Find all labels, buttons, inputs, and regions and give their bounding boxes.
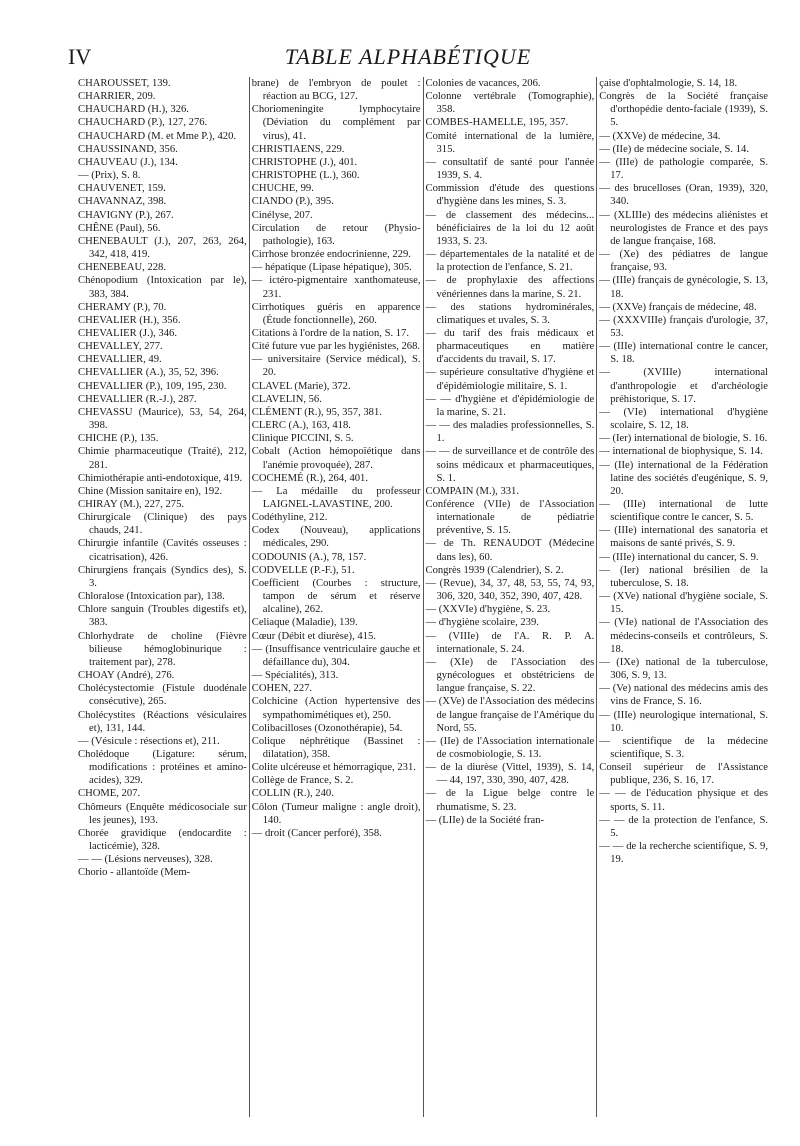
index-entry: CHEVALIER (J.), 346. — [78, 327, 177, 339]
index-entry: — (IXe) national de la tuberculose, 306, S. 9, 13. — [599, 656, 768, 682]
index-entry: Colibacilloses (Ozonothérapie), 54. — [251, 722, 403, 734]
index-entry: Conférence (VIIe) de l'Association internationale de pédiatrie préventive, S. 15. — [425, 499, 595, 537]
index-entry: COMBES-HAMELLE, 195, 357. — [425, 117, 569, 129]
index-entry: — (Xe) des pédiatres de langue française, 93. — [599, 249, 768, 274]
index-entry: Celiaque (Maladie), 139. — [251, 617, 358, 629]
index-entry: — (XXVe) français de médecine, 48. — [599, 301, 757, 313]
index-entry: — scientifique de la médecine scientifique, S. 3. — [599, 735, 768, 760]
index-entry: CHOAY (André), 276. — [78, 670, 175, 682]
index-entry: — départementales de la natalité et de la protection de l'enfance, S. 21. — [425, 249, 595, 274]
index-entry: CHAUVENET, 159. — [78, 183, 166, 195]
index-entry: — (Ier) international de biologie, S. 16. — [599, 433, 768, 445]
index-entry: Cirrhose bronzée endocrinienne, 229. — [251, 249, 411, 261]
index-entry: CIANDO (P.), 395. — [251, 196, 334, 208]
index-entry: Chorio - allantoïde (Mem- — [78, 867, 191, 879]
index-entry: — — de la protection de l'enfance, S. 5. — [599, 814, 768, 839]
index-entry: — (Ve) national des médecins amis des vins de France, S. 16. — [599, 683, 768, 708]
index-entry: CLERC (A.), 163, 418. — [251, 420, 351, 432]
index-entry: — (IIIe) neurologique international, S. 10. — [599, 709, 768, 734]
index-entry: Congrès de la Société française d'orthopédie dento-faciale (1939), S. 5. — [599, 91, 768, 129]
index-entry: CODVELLE (P.-F.), 51. — [251, 564, 355, 576]
index-entry: CHENEBAULT (J.), 207, 263, 264, 342, 418, 419. — [78, 235, 247, 261]
index-entry: — universitaire (Service médical), S. 20. — [251, 354, 421, 379]
index-entry: CLÉMENT (R.), 95, 357, 381. — [251, 406, 382, 418]
index-entry: Chlorhydrate de choline (Fièvre bilieuse hémoglobinurique : traitement par), 278. — [78, 630, 247, 668]
index-entry: Chirurgicale (Clinique) des pays chauds, 241. — [78, 512, 247, 537]
index-entry: CHAROUSSET, 139. — [78, 78, 171, 89]
index-entry: Congrès 1939 (Calendrier), S. 2. — [425, 564, 564, 576]
index-entry: CHUCHE, 99. — [251, 183, 314, 195]
index-entry: Côlon (Tumeur maligne : angle droit), 140. — [251, 801, 421, 826]
index-entry: Clinique PICCINI, S. 5. — [251, 433, 354, 445]
index-entry: — (IIIe) international contre le cancer, S. 18. — [599, 341, 768, 366]
index-entry: CHAUSSINAND, 356. — [78, 143, 178, 155]
index-entry: Cholécystites (Réactions vésiculaires et), 131, 144. — [78, 709, 247, 734]
index-entry: Colonies de vacances, 206. — [425, 78, 541, 89]
index-entry: CHAUCHARD (M. et Mme P.), 420. — [78, 130, 237, 142]
index-entry: CHEVALIER (H.), 356. — [78, 314, 181, 326]
index-entry: — (VIe) national de l'Association des médecins-conseils et contrôleurs, S. 18. — [599, 617, 768, 655]
index-entry: CHAUCHARD (P.), 127, 276. — [78, 117, 208, 129]
index-entry: — d'hygiène scolaire, 239. — [425, 617, 539, 629]
page-number: IV — [68, 44, 92, 69]
index-entry: — des stations hydrominérales, climatiques et uvales, S. 3. — [425, 301, 595, 326]
index-entry: — hépatique (Lipase hépatique), 305. — [251, 262, 412, 274]
index-entry: CHEVALLEY, 277. — [78, 341, 163, 353]
index-entry: Chlore sanguin (Troubles digestifs et), 383. — [78, 604, 247, 629]
index-entry: CHÊNE (Paul), 56. — [78, 222, 161, 234]
index-entry: CHEVALLIER, 49. — [78, 354, 162, 366]
index-entry: — supérieure consultative d'hygiène et d'épidémiologie militaire, S. 1. — [425, 367, 595, 392]
index-entry: — (IIIe) international des sanatoria et maisons de santé privés, S. 9. — [599, 525, 768, 550]
index-entry: Colchicine (Action hypertensive des sympathomimétiques et), 250. — [251, 696, 421, 721]
index-entry: Cholédoque (Ligature: sérum, modifications : protéines et amino-acides), 329. — [78, 748, 247, 787]
index-entry: CHAUVEAU (J.), 134. — [78, 156, 178, 168]
index-entry: CHOME, 207. — [78, 788, 141, 800]
index-entry: CHENEBEAU, 228. — [78, 262, 166, 274]
index-entry: Chénopodium (Intoxication par le), 383, 384. — [78, 275, 247, 300]
index-entry: — (LIIe) de la Société fran- — [425, 814, 545, 826]
index-entry: Comité international de la lumière, 315. — [425, 130, 595, 155]
index-entry: Citations à l'ordre de la nation, S. 17. — [251, 327, 410, 339]
index-entry: — (IIIe) international de lutte scientifique contre le cancer, S. 5. — [599, 499, 768, 524]
index-entry: — (IIIe) français de gynécologie, S. 13, 18. — [599, 275, 768, 300]
index-entry: Collège de France, S. 2. — [251, 775, 354, 787]
index-entry: — consultatif de santé pour l'année 1939, S. 4. — [425, 156, 595, 182]
index-entry: CHEVALLIER (P.), 109, 195, 230. — [78, 380, 227, 392]
index-entry: — (XXXVIIIe) français d'urologie, 37, 53. — [599, 314, 768, 339]
index-column-4 — [599, 77, 768, 1117]
index-entry: — du tarif des frais médicaux et pharmaceutiques en matière d'accidents du travail, S. 17. — [425, 327, 595, 366]
index-entry: — Spécialités), 313. — [251, 670, 339, 682]
index-entry: CHIRAY (M.), 227, 275. — [78, 499, 185, 510]
index-entry: CLAVEL (Marie), 372. — [251, 380, 351, 392]
index-entry: CODOUNIS (A.), 78, 157. — [251, 551, 367, 563]
index-column-2 — [252, 77, 421, 1117]
index-entry: CHICHE (P.), 135. — [78, 433, 159, 445]
index-entry: — — des maladies professionnelles, S. 1. — [425, 420, 595, 445]
index-entry: — (IIIe) international du cancer, S. 9. — [599, 551, 759, 563]
index-entry: Codex (Nouveau), applications médicales, 290. — [251, 525, 421, 550]
index-entry: CHRISTOPHE (L.), 360. — [251, 170, 360, 182]
index-entry: Chirurgiens français (Syndics des), S. 3. — [78, 564, 247, 589]
index-entry: Cœur (Débit et diurèse), 415. — [251, 630, 376, 642]
index-entry: COCHEMÉ (R.), 264, 401. — [251, 472, 368, 484]
index-entry: — (IIe) de médecine sociale, S. 14. — [599, 143, 749, 155]
index-entry: Cinélyse, 207. — [251, 209, 313, 221]
index-entry: COLLIN (R.), 240. — [251, 788, 334, 800]
index-entry: Cité future vue par les hygiénistes, 268. — [251, 341, 421, 353]
index-entry: Chimie pharmaceutique (Traité), 212, 281. — [78, 446, 247, 471]
index-entry: — (Prix), S. 8. — [78, 170, 141, 182]
index-entry: Commission d'étude des questions d'hygiène dans les mines, S. 3. — [425, 183, 595, 208]
index-entry: Coefficient (Courbes : structure, tampon de sérum et réserve alcaline), 262. — [251, 577, 421, 616]
index-entry: Colique néphrétique (Bassinet : dilatation), 358. — [251, 735, 421, 760]
index-entry: Chimiothérapie anti-endotoxique, 419. — [78, 472, 243, 484]
index-entry: Colite ulcéreuse et hémorragique, 231. — [251, 762, 416, 774]
index-entry: Conseil supérieur de l'Assistance publique, 236, S. 16, 17. — [599, 762, 768, 787]
index-entry: CHEVALLIER (A.), 35, 52, 396. — [78, 367, 219, 379]
index-column-1 — [78, 77, 247, 1117]
index-entry: CHEVASSU (Maurice), 53, 54, 264, 398. — [78, 406, 247, 432]
index-entry: — ictéro-pigmentaire xanthomateuse, 231. — [251, 275, 421, 300]
index-entry: CHAUCHARD (H.), 326. — [78, 104, 189, 116]
index-entry: Cobalt (Action hémopoïétique dans l'anémie provoquée), 287. — [251, 446, 421, 471]
index-entry: CHEVALLIER (R.-J.), 287. — [78, 393, 197, 405]
index-entry: — (IIe) de l'Association internationale de cosmobiologie, S. 13. — [425, 735, 595, 760]
index-entry: CHRISTIAENS, 229. — [251, 143, 345, 155]
index-entry: — (VIe) international d'hygiène scolaire, S. 12, 18. — [599, 406, 768, 432]
index-entry: CHARRIER, 209. — [78, 91, 156, 103]
index-entry: brane) de l'embryon de poulet : réaction au BCG, 127. — [251, 78, 421, 103]
index-entry: Chirurgie infantile (Cavités osseuses : cicatrisation), 426. — [78, 538, 247, 563]
index-entry: Cholécystectomie (Fistule duodénale consécutive), 265. — [78, 683, 247, 708]
index-entry: — international de biophysique, S. 14. — [599, 446, 763, 458]
index-entry: — (VIIIe) de l'A. R. P. A. internationale, S. 24. — [425, 630, 595, 655]
index-entry: CLAVELIN, 56. — [251, 393, 322, 405]
index-entry: — de la diurèse (Vittel, 1939), S. 14, — 44, 197, 330, 390, 407, 428. — [425, 762, 595, 787]
index-entry: — (Insuffisance ventriculaire gauche et défaillance du), 304. — [251, 643, 421, 668]
index-entry: COMPAIN (M.), 331. — [425, 485, 519, 497]
index-entry: COHEN, 227. — [251, 683, 313, 695]
index-entry: Codéthyline, 212. — [251, 512, 328, 524]
index-entry: — (XVe) de l'Association des médecins de langue française de l'Amérique du Nord, 55. — [425, 696, 595, 734]
index-entry: CHERAMY (P.), 70. — [78, 301, 167, 313]
index-entry: — (XVe) national d'hygiène sociale, S. 15. — [599, 591, 768, 616]
page-title: TABLE ALPHABÉTIQUE — [284, 44, 532, 69]
index-entry: Colonne vertébrale (Tomographie), 358. — [425, 91, 595, 116]
index-entry: — (Revue), 34, 37, 48, 53, 55, 74, 93, 306, 320, 340, 352, 390, 407, 428. — [425, 577, 595, 603]
index-entry: Choriomeningite lymphocytaire (Déviation du complément par virus), 41. — [251, 104, 421, 142]
index-entry: — — (Lésions nerveuses), 328. — [78, 854, 213, 866]
index-entry: — — d'hygiène et d'épidémiologie de la marine, S. 21. — [425, 393, 595, 418]
index-entry: — de classement des médecins... bénéficiaires de la loi du 12 août 1933, S. 23. — [425, 209, 595, 247]
index-column-3 — [426, 77, 595, 1117]
index-entry: Cirrhotiques guéris en apparence (Étude fonctionnelle), 260. — [251, 301, 421, 326]
index-entry: — (XVIIIe) international d'anthropologie et d'archéologie préhistorique, S. 17. — [599, 367, 768, 405]
index-entry: — (XXVe) de médecine, 34. — [599, 130, 721, 142]
index-entry: Chômeurs (Enquête médicosociale sur les jeunes), 193. — [78, 801, 247, 826]
index-entry: — (IIIe) de pathologie comparée, S. 17. — [599, 156, 768, 182]
index-entry: — (Vésicule : résections et), 211. — [78, 735, 220, 747]
index-entry: Chloralose (Intoxication par), 138. — [78, 591, 225, 603]
index-entry: — La médaille du professeur LAIGNEL-LAVASTINE, 200. — [251, 485, 421, 510]
index-entry: — (XXVIe) d'hygiène, S. 23. — [425, 604, 551, 616]
index-entry: — — de surveillance et de contrôle des soins médicaux et pharmaceutiques, S. 1. — [425, 446, 595, 484]
index-entry: Circulation de retour (Physio-pathologie), 163. — [251, 222, 421, 247]
index-columns — [78, 77, 768, 1117]
index-entry: — (XIe) de l'Association des gynécologues et obstétriciens de langue française, S. 22. — [425, 656, 595, 695]
index-entry: — (XLIIIe) des médecins aliénistes et neurologistes de France et des pays de langue française, 168. — [599, 209, 768, 247]
index-entry: — — de la recherche scientifique, S. 9, 19. — [599, 841, 768, 866]
index-entry: Chorée gravidique (endocardite : lacticémie), 328. — [78, 827, 247, 853]
index-entry: — de la Ligue belge contre le rhumatisme, S. 23. — [425, 788, 595, 813]
index-entry: — de Th. RENAUDOT (Médecine dans les), 60. — [425, 538, 595, 563]
index-entry: Chine (Mission sanitaire en), 192. — [78, 485, 223, 497]
index-entry: CHRISTOPHE (J.), 401. — [251, 156, 358, 168]
index-entry: çaise d'ophtalmologie, S. 14, 18. — [599, 78, 738, 89]
index-entry: — (Ier) national brésilien de la tuberculose, S. 18. — [599, 564, 768, 589]
index-entry: CHAVIGNY (P.), 267. — [78, 209, 174, 221]
index-entry: — (IIe) international de la Fédération latine des sociétés d'eugénique, S. 9, 20. — [599, 459, 768, 497]
index-entry: — droit (Cancer perforé), 358. — [251, 827, 382, 839]
index-entry: CHAVANNAZ, 398. — [78, 196, 167, 208]
index-entry: — des brucelloses (Oran, 1939), 320, 340. — [599, 183, 768, 208]
index-entry: — de prophylaxie des affections vénériennes dans la marine, S. 21. — [425, 275, 595, 300]
index-entry: — — de l'éducation physique et des sports, S. 11. — [599, 788, 768, 813]
page-header — [68, 44, 748, 74]
